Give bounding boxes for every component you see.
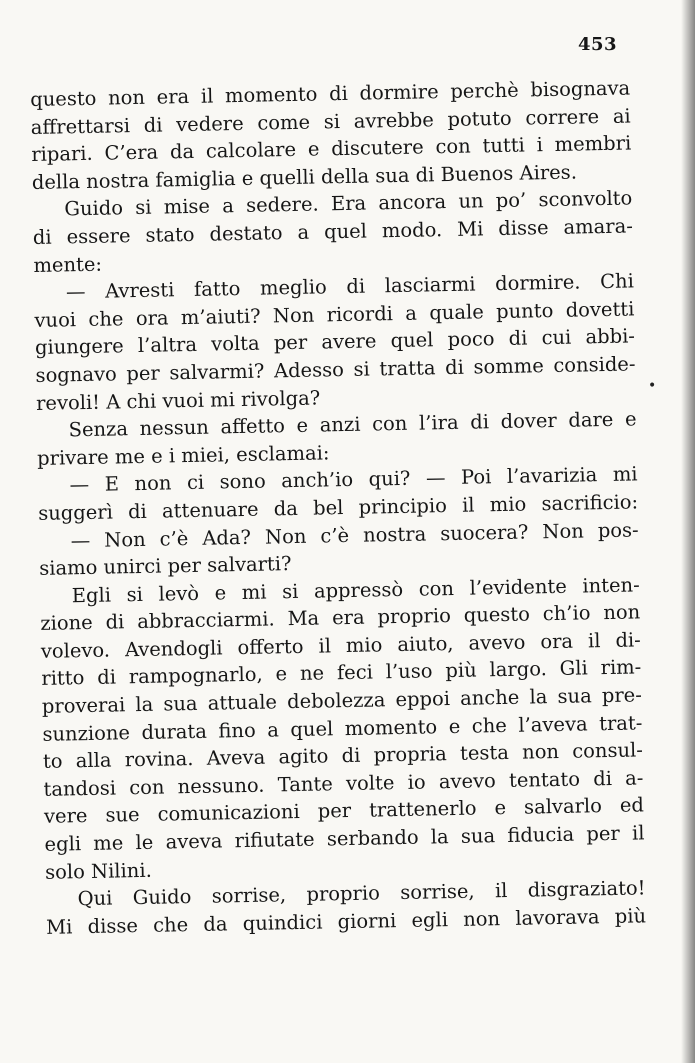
page-number: 453 (578, 34, 618, 55)
text-line: sognavo per salvarmi? Adesso si tratta di somme conside- (35, 352, 636, 387)
text-line: proverai la sua attuale debolezza eppoi anche la sua pre- (41, 683, 643, 718)
text-line: tandosi con nessuno. Tante volte io avevo tentato di a- (43, 766, 644, 801)
text-line: mente: (33, 252, 103, 277)
text-line: — E non ci sono anch’io qui? — Poi l’avarizia mi (69, 462, 638, 497)
text-line: — Non c’è Ada? Non c’è nostra suocera? Non pos- (70, 517, 639, 552)
text-line: vuoi che ora m’aiuti? Non ricordi a quale punto dovetti (34, 297, 635, 332)
text-line: — Avresti fatto meglio di lasciarmi dormire. Chi (65, 269, 635, 304)
text-line: sunzione durata fino a quel momento e che l’aveva trat- (42, 711, 643, 746)
text-line: zione di abbracciarmi. Ma era proprio questo ch’io non (40, 600, 641, 636)
margin-mark: • (648, 378, 657, 394)
text-line: Qui Guido sorrise, proprio sorrise, il disgraziato! (77, 876, 646, 911)
text-line: revoli! A chi vuoi mi rivolga? (35, 386, 321, 415)
text-line: della nostra famiglia e quelli della sua di Buenos Aires. (31, 160, 578, 194)
text-line: ritto di rampognarlo, e ne feci l’uso più largo. Gli rim- (41, 655, 642, 691)
text-line: Senza nessun affetto e anzi con l’ira di dover dare e (68, 407, 637, 442)
text-line: privare me e i miei, esclamai: (36, 441, 330, 470)
text-line: siamo unirci per salvarti? (39, 552, 292, 581)
text-line: Mi disse che da quindici giorni egli non lavorava più (45, 904, 647, 939)
text-line: questo non era il momento di dormire perchè bisognava (30, 76, 631, 111)
text-line: di essere stato destato a quel modo. Mi disse amara- (32, 214, 634, 249)
text-line: to alla rovina. Aveva agito di propria testa non consul- (42, 738, 644, 774)
text-body (30, 74, 646, 941)
text-line: Guido si mise a sedere. Era ancora un po’ sconvolto (64, 186, 633, 221)
page-edge-shadow (681, 0, 695, 1063)
text-line: ripari. C’era da calcolare e discutere con tutti i membri (31, 131, 632, 167)
text-line: volevo. Avendogli offerto il mio aiuto, avevo ora il di- (40, 628, 641, 663)
text-line: giungere l’altra volta per avere quel poco di cui abbi- (34, 324, 636, 360)
text-line: suggerì di attenuare da bel principio il mio sacrificio: (37, 490, 639, 525)
text-line: affrettarsi di vedere come si avrebbe potuto correre ai (30, 104, 631, 139)
text-line: egli me le aveva rifiutate serbando la sua fiducia per il (44, 821, 645, 856)
text-line: vere sue comunicazioni per trattenerlo e salvarlo ed (43, 793, 645, 829)
text-line: Egli si levò e mi si appressò con l’evidente inten- (71, 573, 640, 607)
text-line: solo Nilini. (44, 858, 152, 884)
